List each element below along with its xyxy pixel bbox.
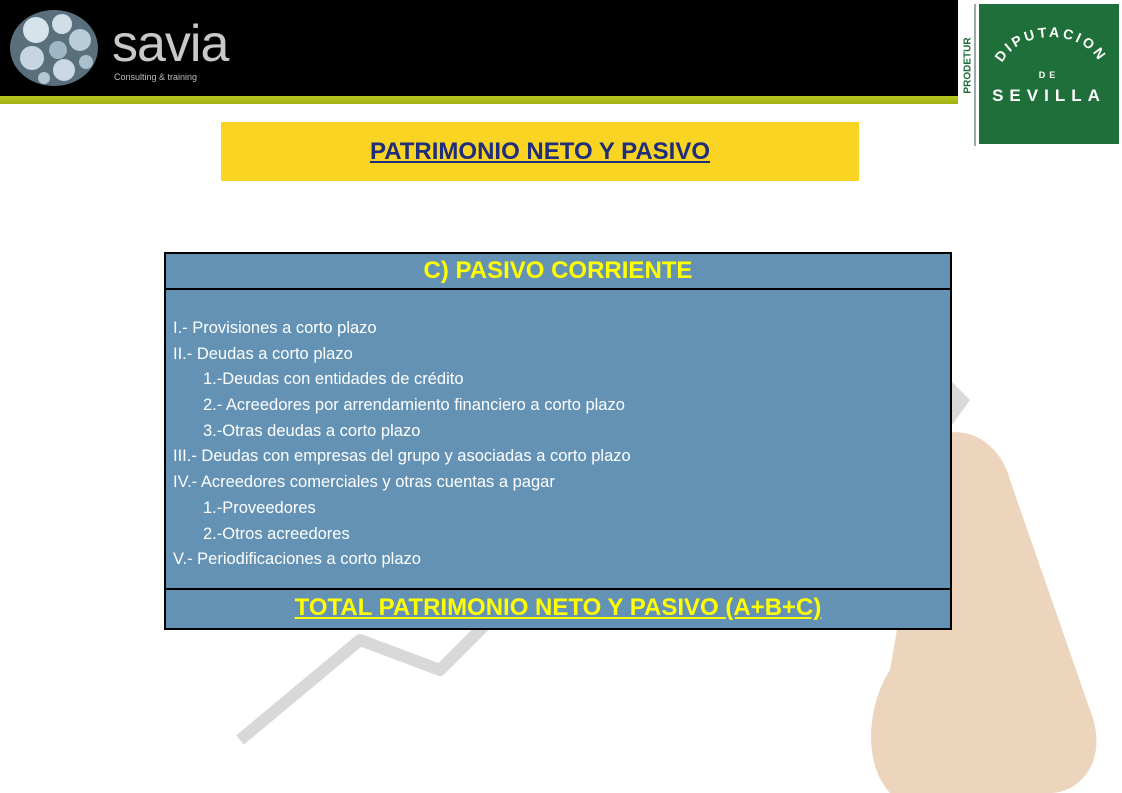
- table-row: III.- Deudas con empresas del grupo y asociadas a corto plazo: [173, 447, 631, 466]
- table-row: IV.- Acreedores comerciales y otras cuentas a pagar: [173, 473, 555, 492]
- partner-line-de: DE: [1038, 70, 1060, 80]
- table-row: 3.-Otras deudas a corto plazo: [203, 421, 421, 440]
- header-accent-stripe: [0, 96, 958, 104]
- partner-line-city: SEVILLA: [992, 86, 1106, 105]
- savia-bubbles-icon: [8, 4, 108, 94]
- pasivo-corriente-table: [164, 252, 952, 630]
- savia-logo: [8, 4, 248, 94]
- partner-side-text: PRODETUR: [962, 37, 974, 94]
- table-row: II.- Deudas a corto plazo: [173, 344, 353, 363]
- table-row: 2.-Otros acreedores: [203, 524, 350, 543]
- table-row: V.- Periodificaciones a corto plazo: [173, 550, 421, 569]
- partner-side-label: [962, 4, 976, 146]
- diputacion-sevilla-logo: [979, 4, 1119, 144]
- table-row: I.- Provisiones a corto plazo: [173, 319, 377, 337]
- table-row: 1.-Deudas con entidades de crédito: [203, 370, 464, 389]
- brand-tagline: Consulting & training: [114, 72, 198, 82]
- table-body: [166, 290, 950, 590]
- slide-title: PATRIMONIO NETO Y PASIVO: [369, 137, 711, 165]
- slide-title-box: [221, 122, 859, 181]
- svg-text:DIPUTACION: DIPUTACION: [991, 23, 1111, 65]
- table-row: 2.- Acreedores por arrendamiento financiero a corto plazo: [203, 396, 625, 415]
- table-total: TOTAL PATRIMONIO NETO Y PASIVO (A+B+C): [294, 594, 822, 621]
- table-heading: C) PASIVO CORRIENTE: [166, 254, 950, 290]
- table-row: 1.-Proveedores: [203, 498, 316, 517]
- diputacion-arc-text: [979, 4, 1119, 74]
- brand-name: savia: [112, 15, 229, 73]
